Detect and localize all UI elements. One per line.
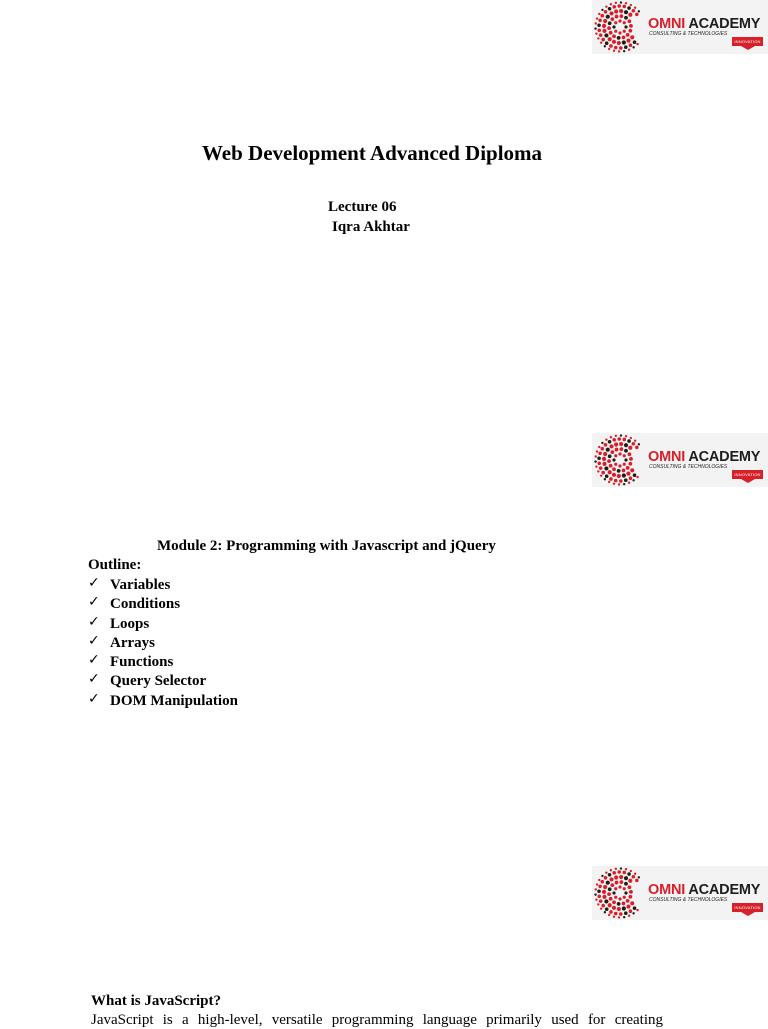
checkmark-icon: ✓ xyxy=(88,652,100,669)
logo-badge: INNOVATION xyxy=(732,37,763,46)
logo-tagline: CONSULTING & TECHNOLOGIES xyxy=(649,31,728,37)
document-title: Web Development Advanced Diploma xyxy=(201,141,543,165)
checkmark-icon: ✓ xyxy=(88,671,100,688)
logo-badge-tail xyxy=(741,479,755,483)
lecture-number: Lecture 06 xyxy=(328,199,397,215)
omni-academy-logo xyxy=(592,433,768,487)
logo-badge: INNOVATION xyxy=(732,470,763,479)
logo-wordmark: OMNI ACADEMY xyxy=(648,882,761,898)
logo-wordmark: OMNI ACADEMY xyxy=(648,449,761,465)
dots-emblem-icon xyxy=(594,867,646,919)
logo-badge-tail xyxy=(741,46,755,50)
logo-tagline: CONSULTING & TECHNOLOGIES xyxy=(649,897,728,903)
section-heading: What is JavaScript? xyxy=(91,993,222,1009)
body-paragraph: JavaScript is a high-level, versatile programming language primarily used for creating xyxy=(91,1012,663,1028)
logo-wordmark: OMNI ACADEMY xyxy=(648,16,761,32)
checkmark-icon: ✓ xyxy=(88,690,100,707)
module-heading: Module 2: Programming with Javascript and jQuery xyxy=(157,538,496,554)
checkmark-icon: ✓ xyxy=(88,613,100,630)
author-name: Iqra Akhtar xyxy=(332,219,410,235)
dots-emblem-icon xyxy=(594,1,646,53)
checkmark-icon: ✓ xyxy=(88,594,100,611)
logo-badge-tail xyxy=(741,912,755,916)
checkmark-icon: ✓ xyxy=(88,575,100,591)
omni-academy-logo xyxy=(592,0,768,54)
outline-heading: Outline: xyxy=(88,557,142,573)
omni-academy-logo xyxy=(592,866,768,920)
dots-emblem-icon xyxy=(594,434,646,486)
logo-badge: INNOVATION xyxy=(732,903,763,912)
logo-tagline: CONSULTING & TECHNOLOGIES xyxy=(649,464,728,470)
checkmark-icon: ✓ xyxy=(88,632,100,649)
